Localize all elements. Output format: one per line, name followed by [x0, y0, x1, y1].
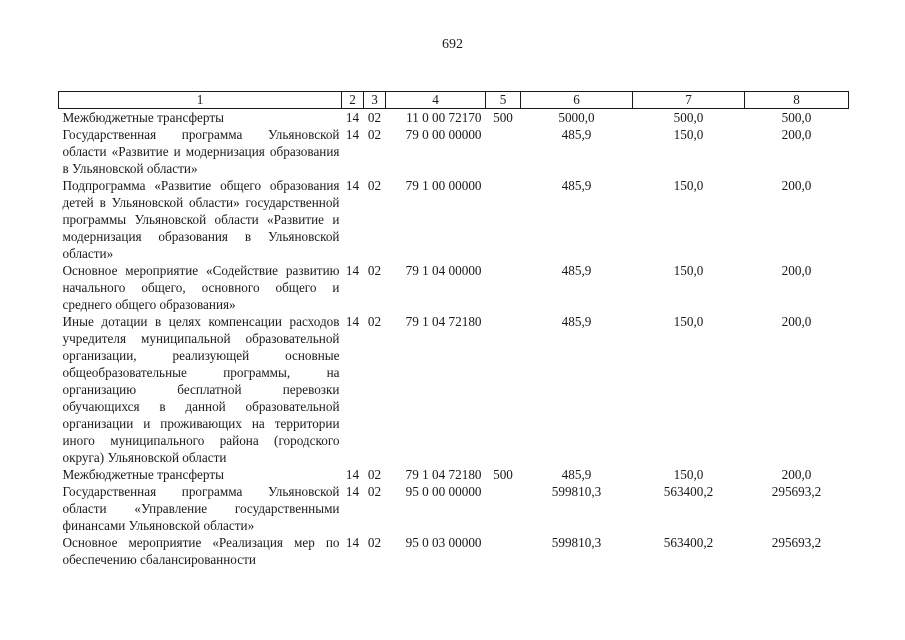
page-number: 692 — [442, 37, 463, 52]
table-row — [59, 177, 849, 262]
row-expense-type — [486, 126, 521, 177]
row-expense-type — [486, 313, 521, 466]
row-section: 14 — [345, 178, 360, 193]
row-subsection: 02 — [367, 535, 382, 550]
row-name: Иные дотации в целях компенсации расходов учредителя муниципальной образовательной организации, реализующей основные общеобразовательные программы, на организацию бесплатной перевозки обучающихся в данной образовательной организации и проживающих на территории иного муниципального района (городского округа) Ульяновской области — [62, 314, 340, 465]
table-row — [59, 313, 849, 466]
row-target-code: 79 1 04 00000 — [405, 263, 482, 278]
row-amount-6: 485,9 — [561, 127, 592, 142]
row-target-code: 79 1 04 72180 — [405, 467, 482, 482]
row-name: Межбюджетные трансферты — [62, 110, 224, 125]
table-row — [59, 262, 849, 313]
row-amount-6: 485,9 — [561, 314, 592, 329]
row-amount-8: 295693,2 — [771, 484, 822, 499]
header-col-6: 6 — [521, 92, 633, 109]
table-header — [59, 92, 849, 109]
row-name: Государственная программа Ульяновской области «Развитие и модернизация образования в Ульяновской области» — [62, 127, 340, 176]
table-row — [59, 109, 849, 127]
row-expense-type: 500 — [493, 467, 513, 482]
row-amount-8: 295693,2 — [771, 535, 822, 550]
row-name: Государственная программа Ульяновской области «Управление государственными финансами Ульяновской области» — [62, 484, 340, 533]
row-amount-7: 563400,2 — [663, 535, 714, 550]
header-col-2: 2 — [342, 92, 364, 109]
row-expense-type — [486, 262, 521, 313]
row-amount-6: 5000,0 — [558, 110, 595, 125]
row-amount-6: 485,9 — [561, 263, 592, 278]
header-col-5: 5 — [486, 92, 521, 109]
row-amount-6: 485,9 — [561, 178, 592, 193]
row-name: Основное мероприятие «Содействие развитию начального общего, основного общего и среднего общего образования» — [62, 263, 340, 312]
row-target-code: 79 1 00 00000 — [405, 178, 482, 193]
row-amount-7: 500,0 — [673, 110, 704, 125]
row-amount-8: 200,0 — [781, 467, 812, 482]
row-subsection: 02 — [367, 263, 382, 278]
row-amount-6: 485,9 — [561, 467, 592, 482]
row-expense-type — [486, 177, 521, 262]
row-amount-7: 150,0 — [673, 467, 704, 482]
header-col-3: 3 — [364, 92, 386, 109]
row-amount-6: 599810,3 — [551, 535, 602, 550]
row-section: 14 — [345, 535, 360, 550]
row-subsection: 02 — [367, 178, 382, 193]
row-name: Подпрограмма «Развитие общего образования детей в Ульяновской области» государственной программы Ульяновской области «Развитие и модернизация образования в Ульяновской области» — [62, 178, 340, 261]
row-amount-8: 200,0 — [781, 314, 812, 329]
row-target-code: 95 0 03 00000 — [405, 535, 482, 550]
row-target-code: 79 1 04 72180 — [405, 314, 482, 329]
row-target-code: 79 0 00 00000 — [405, 127, 482, 142]
row-section: 14 — [345, 263, 360, 278]
header-col-7: 7 — [633, 92, 745, 109]
header-col-4: 4 — [386, 92, 486, 109]
row-subsection: 02 — [367, 110, 382, 125]
row-amount-8: 200,0 — [781, 263, 812, 278]
row-section: 14 — [345, 314, 360, 329]
row-subsection: 02 — [367, 484, 382, 499]
row-section: 14 — [345, 484, 360, 499]
header-col-1: 1 — [59, 92, 342, 109]
row-amount-8: 500,0 — [781, 110, 812, 125]
row-expense-type: 500 — [493, 110, 513, 125]
row-amount-7: 563400,2 — [663, 484, 714, 499]
row-subsection: 02 — [367, 314, 382, 329]
budget-table — [58, 91, 849, 568]
row-amount-7: 150,0 — [673, 314, 704, 329]
table-row — [59, 483, 849, 534]
table-row — [59, 466, 849, 483]
row-section: 14 — [345, 127, 360, 142]
row-amount-7: 150,0 — [673, 263, 704, 278]
row-amount-7: 150,0 — [673, 127, 704, 142]
row-target-code: 11 0 00 72170 — [406, 110, 482, 125]
row-expense-type — [486, 483, 521, 534]
row-subsection: 02 — [367, 467, 382, 482]
header-row — [59, 92, 849, 109]
table-row — [59, 534, 849, 568]
table-row — [59, 126, 849, 177]
table-body — [59, 109, 849, 569]
row-amount-6: 599810,3 — [551, 484, 602, 499]
header-col-8: 8 — [745, 92, 849, 109]
row-section: 14 — [345, 110, 360, 125]
row-amount-8: 200,0 — [781, 178, 812, 193]
row-name: Межбюджетные трансферты — [62, 467, 224, 482]
row-amount-7: 150,0 — [673, 178, 704, 193]
row-amount-8: 200,0 — [781, 127, 812, 142]
row-section: 14 — [345, 467, 360, 482]
row-name: Основное мероприятие «Реализация мер по обеспечению сбалансированности — [62, 535, 340, 567]
row-target-code: 95 0 00 00000 — [405, 484, 482, 499]
row-subsection: 02 — [367, 127, 382, 142]
row-expense-type — [486, 534, 521, 568]
